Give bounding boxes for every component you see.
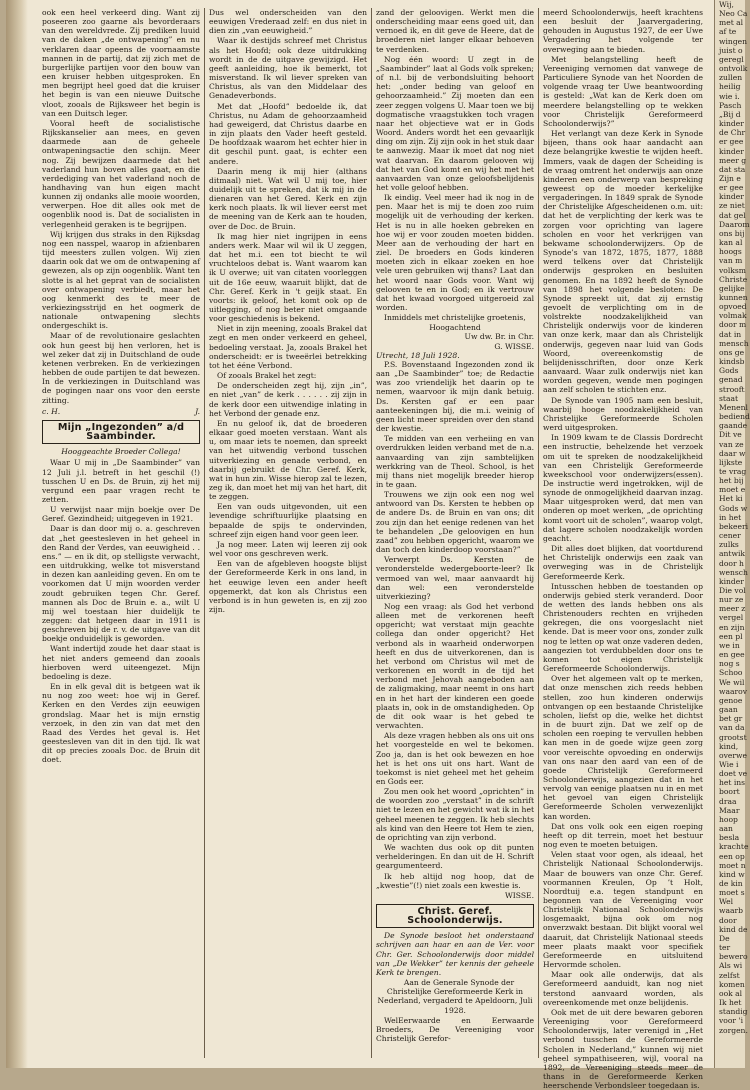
next-page-line: er gee bbox=[719, 137, 744, 147]
next-page-line: zullen bbox=[719, 73, 743, 83]
next-page-line: mensch bbox=[719, 338, 749, 348]
next-page-line: door bbox=[719, 915, 737, 925]
paragraph: U verwijst naar mijn boekje over De Geref. Gezindheid; uitgegeven in 1921. bbox=[42, 505, 200, 524]
next-page-line: Neo Ca bbox=[719, 9, 748, 19]
next-page-line: wie i. bbox=[719, 91, 740, 101]
article-heading-ingezonden: Mijn „Ingezonden” a/d Saambinder. bbox=[42, 420, 200, 444]
next-page-line: grootst bbox=[719, 732, 747, 742]
next-page-line: Ik het bbox=[719, 998, 742, 1008]
next-page-line: Wel bbox=[719, 897, 734, 907]
book-binding bbox=[6, 0, 28, 1068]
next-page-line: ons ge bbox=[719, 347, 745, 357]
next-page-line: moet e bbox=[719, 485, 746, 495]
paragraph: Daar is dan door mij o. a. geschreven dat „het geestesleven in het geheel in den Rand der Verdes, van eeuwigheid . . ens.” — en ik dit, op stelligste verwacht, een uitdrukking, welke tot misverstand in dezen kan aanleiding geven. En om te voorkomen dat U mijn woorden verder zoudt gebruiken tegen Chr. Geref. mannen als Doc de Bruin e. a., wilt U mij wel toestaan hier duidelijk te zeggen: dat hetgeen daar in 1911 is geschreven bij de r. v. de uitgave van dit boekje onduidelijk is geworden. bbox=[42, 524, 200, 644]
signature-right: J. bbox=[195, 406, 200, 416]
paragraph: Dat ons volk ook een eigen roeping heeft op dit terrein, moet het bestuur nog even te moeten betuigen. bbox=[543, 821, 703, 850]
paragraph: zand der geloovigen. Werkt men die onderscheiding maar eens goed uit, dan vernoed ik, en dit geve de Heere, dat de broederen niet langer elkaar behoeven te verdenken. bbox=[376, 8, 534, 54]
column-2 bbox=[209, 8, 367, 1058]
address-line: Aan de Generale Synode der Christelijke Gereformeerde Kerk in Nederland, vergaderd te Apeldoorn, Juli 1928. bbox=[377, 978, 533, 1015]
paragraph: Nog één woord: U zegt in de „Saambinder” laat al Gods volk spreken; of n.l. bij de verbondsluiting behoort het: „onder beding van geloof en gehoorzaamheid.” Zij moeten dan een zeer zeggen volgens U. Maar toen we bij dogmatische vraagstukken toch vragen naar het objectieve wat er in Gods Woord. Anders wordt het een gevaarlijk ding om zijn. Zij zijn ook in het stuk daar te aanwezig. Maar ik moet dat nog niet wat daarvan. En daarom gelooven wij dat het van God komt en wij het met het aanvaarden van onze geloofsbelijdenis het volle geloof hebben. bbox=[376, 54, 534, 192]
next-page-line: kindsb bbox=[719, 357, 745, 367]
next-page-line: bewero bbox=[719, 952, 748, 962]
paragraph: Een van ouds uitgevonden, uit een levendige schriftuurlijke plaatsing en bepaalde de spijs te ondervinden, schreef zijn eigen hand voor geen leer. bbox=[209, 502, 367, 539]
next-page-line: draa bbox=[719, 796, 737, 806]
article-intro: De Synode besloot het onderstaand schrijven aan haar en aan de Ver. voor Chr. Ger. Schoolonderwijs door middel van „De Wekker” ter kennis der geheele Kerk te brengen. bbox=[376, 931, 534, 977]
signoff: Uw dw. Br. in Chr. bbox=[464, 332, 534, 342]
next-page-line: opvoed bbox=[719, 302, 747, 312]
signer-name: G. WISSE. bbox=[494, 341, 534, 351]
paragraph: Te midden van een verheiing en van overdrukken leiden verband met de n.a. aanvaarding van zijn sambtelijken werkkring van de Theol. School, is het mij thans niet mogelijk breeder hierop in te gaan. bbox=[376, 434, 534, 489]
signature-left: c. H. bbox=[42, 406, 61, 416]
paragraph: Maar of de revolutionaire geslachten ook hun geest bij hen verloren, het is wel zeker dat zij in Duitschland de oude ketenen verbreken. En de verkiezingen hebben de oude partijen te dat bewezen. In de verkiezingen in Duitschland was de pogingen naar ons voor den eerste zitting. bbox=[42, 331, 200, 405]
next-page-line: een op bbox=[719, 851, 745, 861]
paragraph: We wachten dus ook op dit punten verhelderingen. En dan uit de H. Schrift geargumenteerd. bbox=[376, 843, 534, 871]
next-page-line: Christe bbox=[719, 274, 748, 284]
next-page-line: dat gel bbox=[719, 210, 746, 220]
next-page-line: nog s bbox=[719, 659, 740, 669]
next-page-line: het bij bbox=[719, 476, 744, 486]
paragraph: Als deze vragen hebben als ons uit ons het voorgestelde en wel te bekomen. Zoo ja, dan is het ook bewezen en hoe het is het ons uit ons hart. Want de toekomst is niet geheel met het geheim en Gods eer. bbox=[376, 731, 534, 786]
next-page-line: hoop bbox=[719, 814, 738, 824]
next-page-line: kind de bbox=[719, 924, 748, 934]
next-page-line: „Bij d bbox=[719, 109, 741, 119]
next-page-edge bbox=[714, 0, 750, 1068]
next-page-line: Als wi bbox=[719, 961, 743, 971]
next-page-line: dat in bbox=[719, 329, 742, 339]
next-page-line: zorgen. bbox=[719, 1025, 748, 1035]
next-page-line: We wil bbox=[719, 677, 745, 687]
next-page-line: waarov bbox=[719, 686, 748, 696]
paragraph: De onderscheiden zegt hij, zijn „in”, en niet „van” de kerk . . . . . . zij zijn in de kerk door een uitwendige inlating in het Verbond der genade enz. bbox=[209, 381, 367, 418]
paragraph: Zou men ook het woord „oprichten” in de woorden zoo „verstaat” in de schrift niet te lezen en het gewicht wat ik in het geheel meenen te zeggen. Ik heb slechts als kind van den Heere tot Hem te zien, de oprichting van zijn verbond. bbox=[376, 787, 534, 842]
next-page-line: gaan bbox=[719, 705, 738, 715]
article-heading-schoolonderwijs: Christ. Geref. Schoolonderwijs. bbox=[376, 904, 534, 928]
address-greeting: WelEerwaarde en Eerwaarde Broeders, De Vereeniging voor Christelijk Gerefor- bbox=[376, 1015, 534, 1044]
next-page-line: doet ve bbox=[719, 769, 748, 779]
next-page-line: hoogs bbox=[719, 247, 742, 257]
paragraph: Velen staat voor ogen, als ideaal, het Christelijk Nationaal Schoolonderwijs. Maar de bouwers van onze Chr. Geref. voormannen Kreulen, Op ’t Holt, Noordtuij e.a. tegen standpunt en begonnen van de Vereeniging voor Christelijk Nationaal Schoolonderwijs losgemaakt, bijna ook om nog onverzwakt bestaan. Dit blijkt vooral wel daaruit, dat Christelijk Nationaal steeds meer plaats maakt voor specifiek Gereformeerde en uitsluitend Hervormde scholen. bbox=[543, 850, 703, 970]
next-page-line: heilig bbox=[719, 82, 741, 92]
next-page-line: besla bbox=[719, 833, 740, 843]
next-page-line: af te bbox=[719, 27, 737, 37]
next-page-line: Pasch bbox=[719, 100, 742, 110]
next-page-line: bediend bbox=[719, 412, 750, 422]
paragraph: Ook met de uit dere bewaren geboren Vereeniging voor Gereformeerd Schoolonderwijs, later verenigd in „Het verbond tusschen de Gereformeerde Scholen in Nederland,” kunnen wij niet geheel sympathiseeren, wijl, vooral na 1892, de Vereeniging steeds meer de thans in de Gereformeerde Kerken heerschende Verbondsleer toegedaan is. bbox=[543, 1007, 703, 1090]
next-page-line: kinder bbox=[719, 192, 744, 202]
next-page-line: met al bbox=[719, 18, 744, 28]
next-page-line: we in bbox=[719, 640, 740, 650]
next-page-line: door m bbox=[719, 320, 747, 330]
next-page-line: en gee bbox=[719, 650, 745, 660]
next-page-line: wensch bbox=[719, 567, 748, 577]
next-page-line: juist o bbox=[719, 45, 743, 55]
next-page-line: cener bbox=[719, 531, 741, 541]
next-page-line: in het bbox=[719, 512, 742, 522]
paragraph: In 1909 kwam te de Classis Dordrecht een instructie, behelzende het verzoek om uit te spreken de noodzakelijkheid van een Christelijk Gereformeerde kweekschool voor onderwijzers(essen). De instructie werd ingetrokken, wijl de synode de onmogelijkheid daarvan inzag. Maar uitgesproken werd, dat men van onderen op moet werken, „de oprichting komt voort uit de scholen”, waarop volgt, dat lagere scholen noodzakelijk worden geacht. bbox=[543, 433, 703, 543]
next-page-line: kind w bbox=[719, 869, 745, 879]
paragraph: Daarin meng ik mij hier (althans ditmaal) niet. Wat wil U mij toe, hier duidelijk uit te spreken, dat ik mij in de dienaren van het Gered. Kerk en zijn kerk noch plaats. Ik wil liever eerst met de meening van de Kerk aan te houden, over de Doc. de Bruin. bbox=[209, 166, 367, 231]
next-page-line: van m bbox=[719, 256, 743, 266]
next-page-line: zulks bbox=[719, 540, 739, 550]
paragraph: Niet in zijn meening, zooals Brakel dat zegt en men onder verkeerd en geheel, bedoeling verstaat. Ja, zooals Brakel het onderscheidt: er is tweeërlei betrekking tot het ééne Verbond. bbox=[209, 324, 367, 370]
next-page-line: aan bbox=[719, 824, 733, 834]
paragraph: ook een heel verkeerd ding. Want zij poseeren zoo gaarne als bevorderaars van den wereldvrede. Zij prediken luuid van de daken „de ontwapening” en nu verklaren daar opeens de voornaamste mannen in de partij, dat zij zich met de burgerlijke partijen voor den bouw van een kruiser hebben uitgesproken. En men begrijpt heel goed dat die kruiser het begin is van een nieuwe Duitsche vloot, zooals de Rijksweer het begin is van een Duitsch leger. bbox=[42, 8, 200, 118]
next-page-line: Dit ve bbox=[719, 430, 742, 440]
next-page-line: bekeeri bbox=[719, 521, 749, 531]
column-rule bbox=[538, 8, 539, 1058]
next-page-line: Maar bbox=[719, 805, 740, 815]
next-page-line: strooft bbox=[719, 384, 745, 394]
next-page-line: kinder bbox=[719, 119, 744, 129]
next-page-line: ter bbox=[719, 943, 731, 953]
paragraph: Ik eindig. Veel meer had ik nog in de pen. Maar het is mij te doen zoo ruim mogelijk uit de verhouding der kerken. Het is nu in alle hoeken gebreken en hoe wij er voor zouden moeten bidden. Meer aan de verhouding der hart en ziel. De broeders en Gods kinderen moeten zich in elkaar zoeken en hoe vele uren gebruiken wij thans? Laat dan het woord naar Gods voor. Want wij gelooven te en in God; en ik vertrouw dat het kwaad voorgoed uitgeroeid zal worden. bbox=[376, 193, 534, 312]
next-page-line: Gods w bbox=[719, 503, 748, 513]
next-page-line: gaande bbox=[719, 421, 748, 431]
paragraph: Want indertijd zoude het daar staat is het niet anders gemeend dan zooals hierboven werd uiteengezet. Mijn bedoeling is deze. bbox=[42, 644, 200, 681]
next-page-line: Wij, bbox=[719, 0, 734, 9]
place-date: Utrecht, 18 Juli 1928. bbox=[376, 350, 460, 360]
next-page-line: bet gr bbox=[719, 714, 743, 724]
next-page-line: De bbox=[719, 933, 730, 943]
salutation: Hooggeachte Broeder Collega! bbox=[61, 447, 181, 457]
paragraph: P.S. Bovenstaand Ingezonden zond ik aan „De Saambinder” toe; de Redactie was zoo vriendelijk het daarin op te nemen, waarvoor ik mijn dank betuig. Ds. Kersten gaf er een paar aanteekeningen bij, die m.i. weinig of geen licht meer spreiden over den stand der kwestie. bbox=[376, 359, 534, 434]
next-page-line: ook al bbox=[719, 988, 743, 998]
next-page-line: volmak bbox=[719, 311, 747, 321]
paragraph: Inmiddels met christelijke groetenis, bbox=[384, 313, 526, 323]
next-page-line: Schoo bbox=[719, 668, 743, 678]
paragraph: Dus wel onderscheiden van den eeuwigen Vrederaad zelf: en dus niet in dien zin „van eeuwigheid.” bbox=[209, 8, 367, 36]
next-page-line: de Chr bbox=[719, 128, 746, 138]
next-page-line: volksm bbox=[719, 265, 746, 275]
signer-name-2: WISSE. bbox=[504, 890, 534, 900]
next-page-line: moet s bbox=[719, 888, 745, 898]
paragraph: Nog een vraag: als God het verbond alleen met de verkorenen heeft opgericht; wat verstaat mijn geachte collega dan onder opgericht? Het verbond als in waarheid onderworpen heeft en dus de uitverkorenen, dan is het verbond om Christus wil met de verkorenen en wordt in de tijd het verbond met Jehovah aangeboden aan de zaligmaking, maar neemt in ons hart en in het hart der kinderen een goede plaats in, ook in de omstandigheden. Op de dit ook waar is het gebed te verwachten. bbox=[376, 602, 534, 731]
next-page-line: kan al bbox=[719, 238, 743, 248]
next-page-line: Daarom bbox=[719, 219, 750, 229]
next-page-line: moet n bbox=[719, 860, 746, 870]
next-page-line: van da bbox=[719, 723, 745, 733]
paragraph: Over het algemeen valt op te merken, dat onze menschen zich reeds hebben stellen, zoo hun kinderen onderwijs ontvangen op een bestaande Christelijke scholen, liefst op die, welke het dichtst in de buurt zijn. Dat we zelf op de scholen een roeping te vervullen hebben kan men in de goede wijze geen zorg voor vereischte opvoeding en onderwijs van ons naar den aard van een of de goede Christelijk Gereformeerd Schoolonderwijs, aangezien dat in het vervolg van eenige plaatsen nu in en met het gevoel van eigen Christelijk Gereformeerde Scholen verwezenlijkt kan worden. bbox=[543, 674, 703, 821]
paragraph: Maar ook alle onderwijs, dat als Gereformeerd aanduidt, kan nog niet terstond aanvaard worden, als overeenkomende met onze belijdenis. bbox=[543, 970, 703, 1007]
next-page-line: wingen bbox=[719, 36, 748, 46]
paragraph: Met belangstelling heeft de Vereeniging vernomen dat vanwege de Particuliere Synode van het Noorden de volgende vraag ter Uwe beantwoording is gesteld: „Wat kan de Kerk doen om meerdere belangstelling op te wekken voor Christelijk Gereformeerd Schoolonderwijs?” bbox=[543, 54, 703, 128]
next-page-line: staat bbox=[719, 393, 739, 403]
next-page-line: Zijn e bbox=[719, 173, 741, 183]
next-page-line: genoe bbox=[719, 695, 743, 705]
paragraph: Waar ik destijds schreef met Christus als het Hoofd; ook deze uitdrukking wordt in de de uitgave gewijzigd. Het geeft aanleiding, hoe ik bemerkt, tot misverstand. Ik wil liever spreken van Christus, als van den Middelaar des Genadeverbonds. bbox=[209, 36, 367, 101]
next-page-line: meer g bbox=[719, 155, 747, 165]
newspaper-page bbox=[6, 0, 750, 1090]
paragraph: Verwerpt Ds. Kersten de veronderstelde wedergeboorte-leer? Ik vermoed van wel, maar aanvaardt hij dan wel: een veronderstelde uitverkiezing? bbox=[376, 555, 534, 601]
next-page-line: meer z bbox=[719, 604, 746, 614]
next-page-line: nur ze bbox=[719, 595, 744, 605]
column-rule bbox=[371, 8, 372, 1058]
paragraph: Ik heb altijd nog hoop, dat de „kwestie”(!) niet zoals een kwestie is. bbox=[376, 871, 534, 890]
next-page-line: kind, bbox=[719, 741, 739, 751]
paragraph: De Synode van 1905 nam een besluit, waarbij hooge noodzakelijkheid van Christelijke Gereformeerde Scholen werd uitgesproken. bbox=[543, 395, 703, 433]
next-page-line: Het ki bbox=[719, 494, 743, 504]
paragraph: Het verlangt van deze Kerk in Synode bijeen, thans ook haar aandacht aan deze belangrijke kwestie te wijden heeft. Immers, vaak de dagen der Scheiding is de vraag omtrent het onderwijs aan onze kinderen een onderwerp van bespreking geweest op de moeder kerkelijke vergaderingen. In 1849 sprak de Synode der Christelijke Afgescheidenen o.m. uit: dat het de verplichting der kerk was te zorgen voor oprichting van lagere scholen en voor het verkrijgen van bekwame schoolonderwijzers. Op de Synode’s van 1872, 1875, 1877, 1888 werd telkens over dat Christelijk onderwijs gesproken en besluiten genomen. En na 1892 heeft de Synode van 1898 het volgende besloten: De Synode spreekt uit, dat zij ernstig gevoelt de verplichting om in de volstrekte noodzakelijkheid van Christelijk onderwijs voor de kinderen van onze kerk, maar dan als Christelijk onderwijs, gegeven naar luid van Gods Woord, overeenkomstig de belijdenisschriften, door onze Kerk aanvaard. Waar zulk onderwijs niet kan worden gegeven, wende men pogingen aan zelf scholen te stichten enz. bbox=[543, 129, 703, 395]
next-page-line: kinder bbox=[719, 576, 744, 586]
next-page-line: kinder bbox=[719, 146, 744, 156]
next-page-line: genad bbox=[719, 375, 743, 385]
paragraph: Intusschen hebben de toestanden op onderwijs gebied sterk veranderd. Door de wetten des lands hebben ons als Christenouders rechten en vrijheden gekregen, die ons voorgeslacht niet kende. Dat is meer voor ons, zonder zulk nog te letten op wat onze vaderen deden, aangezien tot verdubbelden door ons te komen tot eigen Christelijk Gereformeerde Schoolonderwijs. bbox=[543, 581, 703, 674]
next-page-line: een pl bbox=[719, 631, 743, 641]
paragraph: Een van de afgebleven hoogste blijst der Gereformeerde Kerk in ons land, in het eeuwige leven een ander heeft opgemerkt, dat kon als Christus een verbond is in hun geweten is, en zij zoo zijn. bbox=[209, 559, 367, 614]
paragraph: Dit alles doet blijken, dat voortdurend het Christelijk onderwijs een zaak van overweging was in de Christelijk Gereformeerde Kerk. bbox=[543, 544, 703, 581]
next-page-line: waarb bbox=[719, 906, 744, 916]
next-page-line: kunnen bbox=[719, 293, 748, 302]
next-page-line: de kin bbox=[719, 879, 743, 888]
paragraph: meerd Schoolonderwijs, heeft krachtens een besluit der Jaarvergadering, gehouden in Augustus 1927, de eer Uwe Vergadering het volgende ter overweging aan te bieden. bbox=[543, 8, 703, 54]
next-page-line: krachte bbox=[719, 842, 749, 852]
next-page-line: geregl bbox=[719, 54, 744, 64]
next-page-line: voor 'i bbox=[719, 1016, 743, 1026]
paragraph: Vooral heeft de socialistische Rijkskanselier aan mees, en geven daarmede aan de geheele ontwapeningsactie den schijn. Meer nog. Zij bewijzen daarmede dat het vaderland hun boven alles gaat, en die verdediging van het vaderland noch de handhaving van hun eigen macht kunnen zij ondanks alle mooie woorden, verwerpen. Hoe dit alles ook met de oogenblik nood is. Dat de socialisten in verlegenheid geraken is te begrijpen. bbox=[42, 118, 200, 229]
paragraph: Of zooals Brakel het zegt: bbox=[217, 371, 317, 381]
next-page-line: komen bbox=[719, 979, 745, 989]
next-page-line: Menenl bbox=[719, 402, 748, 412]
signature-line bbox=[42, 407, 200, 416]
column-4 bbox=[543, 8, 703, 1090]
next-page-line: zelfst bbox=[719, 970, 740, 980]
paragraph: Ja nog meer. Laten wij leeren zij ook wel voor ons geschreven werk. bbox=[209, 539, 367, 559]
next-page-line: antwik bbox=[719, 549, 745, 559]
next-page-line: dat sta bbox=[719, 164, 746, 174]
paragraph: Trouwens we zijn ook een nog wel antwoord van Ds. Kersten te hebben op de andere Ds. de Bruin en van ons; dit zou zijn dan het eenige redenen van het te behandelen „De geloovigen en hun zaad” zou hebben opgericht, waarom we dan toch den kinderdoop voorstaan?” bbox=[376, 490, 534, 555]
column-rule bbox=[204, 8, 205, 1058]
paragraph: Met dat „Hoofd” bedoelde ik, dat Christus, nu Adam de gehoorzaamheid had geweigerd, dat Christus daarbe en in zijn plaats den Vader heeft gesteld. De hoofdzaak waarom het echter hier in dit geschil punt. gaat, is echter een andere. bbox=[209, 101, 367, 166]
next-page-line: vergel bbox=[719, 613, 744, 623]
next-page-line: daar w bbox=[719, 448, 746, 458]
paragraph: En nu geloof ik, dat de broederen elkaar goed moeten verstaan. Want als u, om maar iets te noemen, dan spreekt van het uitwendig verbond tusschen uitverkiezing en genade verbond, en daarbij gebruikt de Chr. Geref. Kerk, wat in hun zin. Wisse hierop zal te lezen, zeg ik, dan moet het mij van het hart, dit te zeggen. bbox=[209, 418, 367, 502]
column-3 bbox=[376, 8, 534, 1058]
next-page-line: overwe bbox=[719, 750, 747, 760]
next-page-line: er gee bbox=[719, 183, 744, 193]
next-page-line: ze niet bbox=[719, 201, 745, 211]
next-page-line: te vrag bbox=[719, 466, 747, 476]
next-page-line: ons bij bbox=[719, 228, 745, 238]
next-page-line: Wie i bbox=[719, 759, 739, 769]
paragraph: Waar U mij in „De Saambinder” van 12 Juli j.l. betreft in het geschil (!) tusschen U en Ds. de Bruin, zij het mij vergund een paar vragen recht te zetten. bbox=[42, 458, 200, 504]
closing: Hoogachtend bbox=[429, 323, 481, 333]
next-page-line: lijkste bbox=[719, 457, 743, 467]
next-page-line: boort bbox=[719, 787, 740, 797]
next-page-line: gelijke bbox=[719, 283, 745, 293]
column-1 bbox=[42, 8, 200, 1058]
paragraph: Wij krijgen dus straks in den Rijksdag nog een nasspel, waarop in afzienbaren tijd meesters zullen volgen. Wij zien daarin ook dat we om de ontwapening af gewezen, als op zijn oogenblik. Want ten slotte is al het geprat van de socialisten over ontwapening verbiedt, maar het oog kenmerkt des te meer de verkiezingsstrijd en het oogmerk de nationale ontwapening slechts ondergeschikt is. bbox=[42, 229, 200, 331]
next-page-line: standig bbox=[719, 1007, 748, 1017]
next-page-line: en zijn bbox=[719, 622, 745, 632]
next-page-line: Die vol bbox=[719, 586, 746, 595]
next-page-line: van ze bbox=[719, 439, 744, 449]
paragraph: Ik mag hier niet ingrijpen in eens anders werk. Maar wil wil ik U zeggen, dat het m.i. een tot biecht te wil vruchteloos debat is. Want waarom kan ik U overwe; uit van citaten voorleggen uit de 16e eeuw, waaruit blijkt, dat de Chr. Geref. Kerk in 't geijk staat. En voorts: ik geloof, het komt ook op de uitlegging, of nog beter niet omgaande voor geschiedenis is bekend. bbox=[209, 231, 367, 324]
next-page-line: ontvolk bbox=[719, 64, 748, 74]
next-page-line: door h bbox=[719, 558, 744, 568]
paragraph: En in elk geval dit is betgeen wat ik nu nog zoo weet: hoe wij in Geref. Kerken en den Verdes zijn eeuwigen grondslag. Maar het is mijn ernstig verzoek, in den zin van dat met den Raad des Verdes het geval is. Het geestesleven van dit in den tijd. Ik wat dit op precies zooals Doc. de Bruin dit doet. bbox=[42, 682, 200, 765]
next-page-line: het ins bbox=[719, 778, 746, 788]
next-page-line: Gods bbox=[719, 366, 739, 376]
